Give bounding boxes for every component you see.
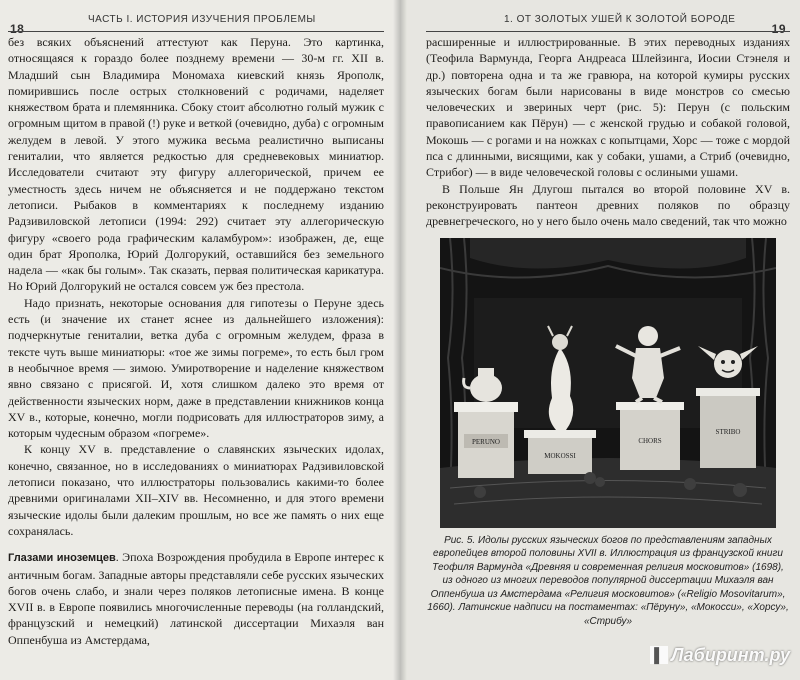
left-running-title: ЧАСТЬ I. ИСТОРИЯ ИЗУЧЕНИЯ ПРОБЛЕМЫ: [88, 14, 316, 25]
section-paragraph: Глазами иноземцев. Эпоха Возрождения пробудила в Европе интерес к античным богам. Западные авторы представляли себе русских языческих богов очень слабо, и знали через поляков летописные имена. В конце XVII в. в Европе появились многочисленные переводы (на голландский, французский и немецкий) латинской диссертации Михаэля ван Оппенбуша из Амстердама,: [8, 550, 384, 647]
left-running-head: [8, 8, 384, 34]
left-body-text: [8, 34, 384, 648]
pedestal-label-2: MOKOSSI: [544, 451, 576, 460]
paragraph: Надо признать, некоторые основания для гипотезы о Перуне здесь есть (и значение их станет яснее из дальнейшего изложения): подчеркнутые гениталии, ветка дуба с огромным желудем, фраза в тексте чуть выше миниатюры: «тое же зимы погреме», то есть был гром в необычное время — зимою. Умиротворение и наделение княжеством явно связано с присягой. И, хотя слишком далеко это время от действенности языческих норм, даже в представлении книжников конца XV в., которые, конечно, могли подрисовать для иллюстраторов зиму, а которым чудесным образом «погреме».: [8, 295, 384, 441]
right-page: [400, 0, 800, 680]
right-body-text: [426, 34, 790, 230]
right-running-head: [426, 8, 790, 34]
header-rule: [8, 31, 384, 32]
figure-caption: [426, 534, 790, 629]
right-running-title: 1. ОТ ЗОЛОТЫХ УШЕЙ К ЗОЛОТОЙ БОРОДЕ: [504, 14, 736, 25]
left-page-number: 18: [10, 22, 25, 36]
header-rule: [426, 31, 790, 32]
paragraph: В Польше Ян Длугош пытался во второй половине XV в. реконструировать пантеон древних поляков по образцу древнегреческого, но у него было очень мало сведений, так что можно: [426, 181, 790, 229]
pedestal-label-4: STRIBO: [715, 427, 741, 436]
engraving-illustration: [440, 238, 776, 528]
paragraph: расширенные и иллюстрированные. В этих переводных изданиях (Теофила Вармунда, Георга Андреаса Шлейзинга, Иосии Стэнеля и др.) повторена одна и та же гравюра, на которой кумиры русских языческих богам были нарисованы в виде монстров со смесью человеческих и звериных черт (рис. 5): Перун (с польским правописанием как Пёрун) — с женской грудью и собакой головой, Мокошь — с рогами и на ножках с копытцами, Хорс — тоже с мордой пса с длинными, висящими, как у собаки, ушами, а Стриб (очевидно, Стрибог) — в виде человеческой головы с ослиными ушами.: [426, 35, 790, 180]
section-text: Эпоха Возрождения пробудила в Европе интерес к античным богам. Западные авторы представляли себе русских языческих богов очень слабо, и знали через поляков летописные имена. В конце XVII в. в Европе появились многочисленные переводы (на голландский, французский и немецкий) латинской диссертации Михаэля ван Оппенбуша из Амстердама,: [8, 550, 384, 647]
idols-engraving: [440, 238, 776, 528]
book-icon: ▌: [650, 646, 668, 664]
figure-label: Рис. 5.: [444, 534, 476, 546]
pedestal-label-3: CHORS: [638, 436, 662, 445]
watermark-text: Лабиринт.ру: [671, 645, 790, 665]
figure-caption-text: Идолы русских языческих богов по представлениям западных европейцев второй половины XVII в. Иллюстрация из французской книги Теофиля Вармунда «Древняя и современная религия московитов» (1698), из одного из многих переводов популярной диссертации Михаэля ван Оппенбуша из Амстердама «Религия московитов» («Religio Mosovitarum», 1660). Латинские надписи на постаментах: «Пёруну», «Мокосси», «Хорсу», «Стрибу»: [427, 534, 789, 627]
book-gutter-shadow: [393, 0, 407, 680]
watermark: [650, 645, 790, 666]
section-heading: Глазами иноземцев: [8, 552, 116, 565]
paragraph: К концу XV в. представление о славянских языческих идолах, конечно, связанное, но в исследованиях о миниатюрах Радзивиловской летописи показано, что иллюстраторы пользовались какими-то более древними оригиналами XII–XIV вв. Несомненно, и для этого времени языческие идолы были далеким прошлым, но все же память о них еще сохранялась.: [8, 442, 384, 538]
paragraph: без всяких объяснений аттестуют как Перуна. Это картинка, относящаяся к гораздо более позднему времени — 30-м гг. XII в. Младший сын Владимира Мономаха киевский князь Ярополк, помирившись после острых столкновений с родичами, наделяет княжеством брата и племянника. Сбоку стоит абсолютно голый мужик с огромным щитом в правой (!) руке и веткой (очевидно, дуба) с огромным желудем в левой. У этого мужика весьма реалистично выписаны гениталии, что является редкостью для средневековых миниатюр. Исследователи считают эту фигуру аллегорической, причем ее уместность здесь ничем не объясняется и не поддержано текстом летописи. Рыбаков в комментариях к последнему изданию Радзивиловской летописи (1994: 292) считает эту аллегорическую фигуру «своего рода графическим каламбуром»: изображен, де, еще один брат Ярополка, Юрий Долгорукий, оставшийся без земельного надела — «как бы голым». Так сказать, первая политическая карикатура. Но Юрий Долгорукий не остался совсем уж без престола.: [8, 35, 384, 294]
pedestal-label-1: PERUNO: [471, 437, 501, 446]
right-page-number: 19: [771, 22, 786, 36]
